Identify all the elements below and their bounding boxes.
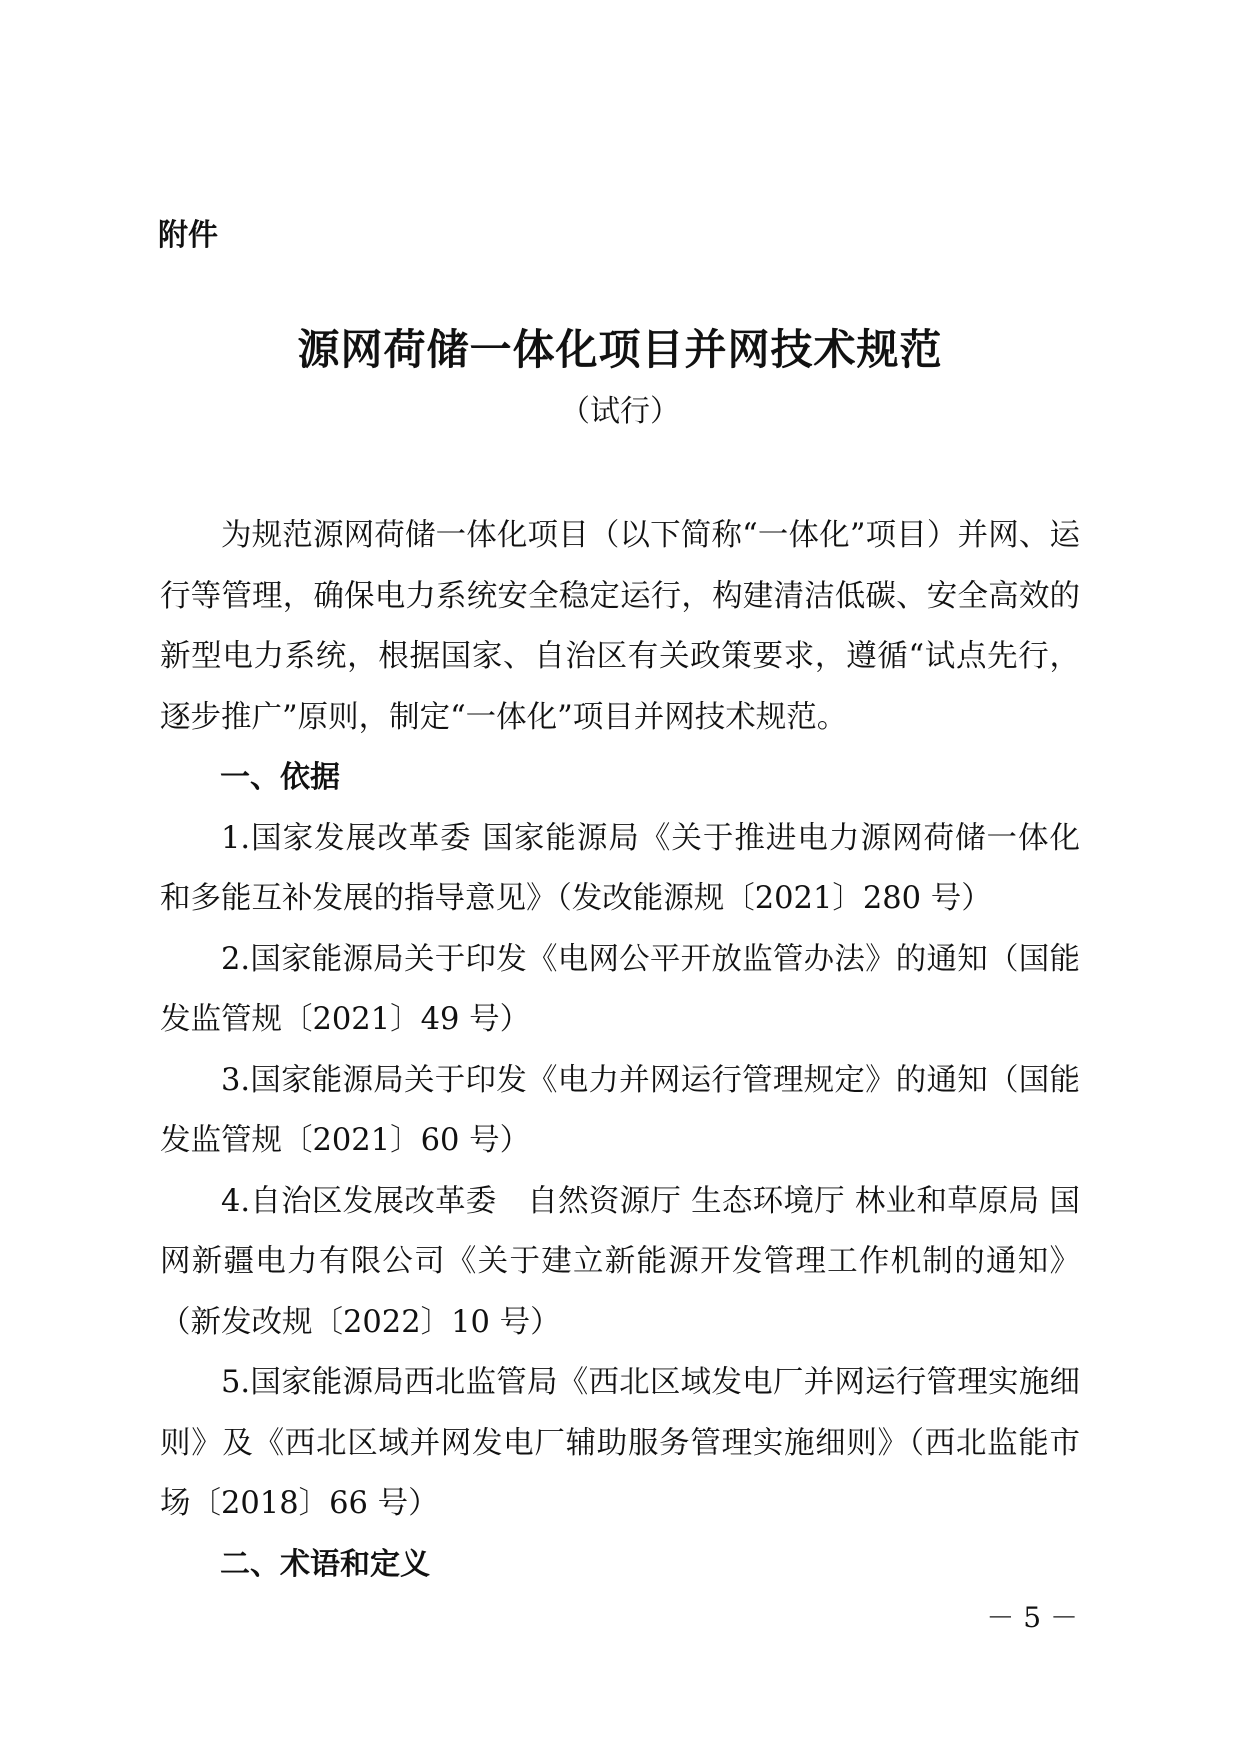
reference-item-5: 5.国家能源局西北监管局《西北区域发电厂并网运行管理实施细则》及《西北区域并网发电厂辅助服务管理实施细则》（西北监能市场〔2018〕66 号） xyxy=(160,1365,1080,1521)
reference-item-2: 2.国家能源局关于印发《电网公平开放监管办法》的通知（国能发监管规〔2021〕49 号） xyxy=(160,941,1080,1037)
intro-paragraph: 为规范源网荷储一体化项目（以下简称“一体化”项目）并网、运行等管理，确保电力系统安全稳定运行，构建清洁低碳、安全高效的新型电力系统，根据国家、自治区有关政策要求，遵循“试点先行，逐步推广”原则，制定“一体化”项目并网技术规范。 xyxy=(160,518,1080,735)
reference-item-4: 4.自治区发展改革委 自然资源厅 生态环境厅 林业和草原局 国网新疆电力有限公司《关于建立新能源开发管理工作机制的通知》（新发改规〔2022〕10 号） xyxy=(160,1183,1080,1340)
document-body xyxy=(160,506,1080,1595)
section-heading-basis: 一、依据 xyxy=(220,760,340,795)
page-number: － 5 － xyxy=(986,1601,1078,1634)
attachment-label: 附件 xyxy=(158,218,218,253)
document-subtitle: （试行） xyxy=(560,394,680,429)
reference-item-1: 1.国家发展改革委 国家能源局《关于推进电力源网荷储一体化和多能互补发展的指导意见》（发改能源规〔2021〕280 号） xyxy=(160,820,1080,916)
document-title: 源网荷储一体化项目并网技术规范 xyxy=(297,325,943,374)
section-heading-terms: 二、术语和定义 xyxy=(220,1546,430,1582)
reference-item-3: 3.国家能源局关于印发《电力并网运行管理规定》的通知（国能发监管规〔2021〕60 号） xyxy=(160,1062,1080,1158)
